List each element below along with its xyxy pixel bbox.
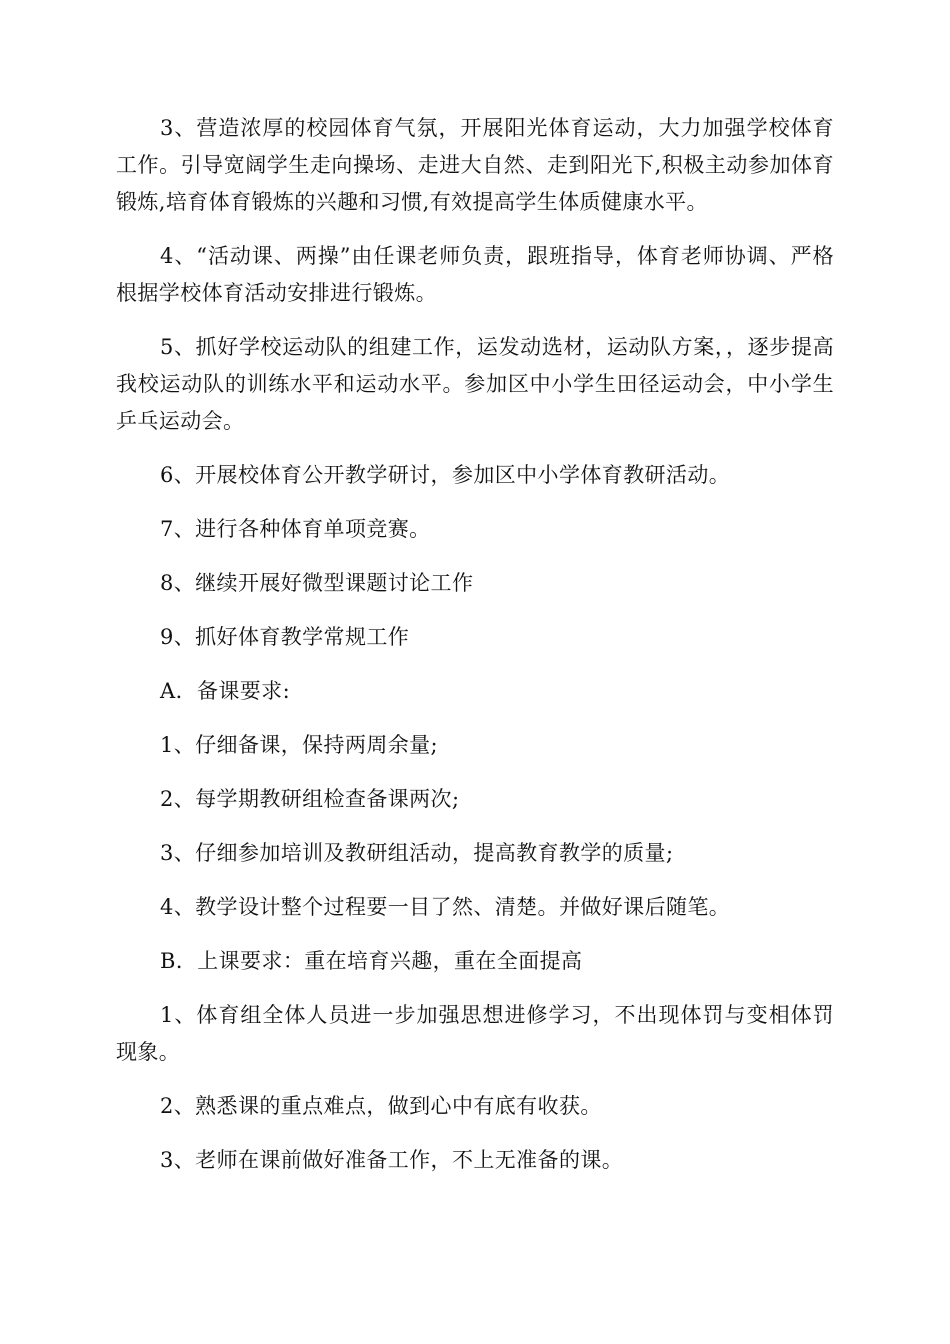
section-heading-a: A．备课要求:: [160, 679, 291, 703]
paragraph-item-8: 8、继续开展好微型课题讨论工作: [160, 571, 474, 595]
list-item-b2: 2、熟悉课的重点难点，做到心中有底有收获。: [160, 1094, 602, 1118]
list-item-b1: 1、体育组全体人员进一步加强思想进修学习，不出现体罚与变相体罚现象。: [116, 1003, 834, 1064]
paragraph-item-4: 4、“活动课、两操”由任课老师负责，跟班指导，体育老师协调、严格根据学校体育活动安排进行锻炼。: [116, 244, 834, 305]
list-item-b3: 3、老师在课前做好准备工作，不上无准备的课。: [160, 1148, 624, 1172]
paragraph-item-9: 9、抓好体育教学常规工作: [160, 625, 410, 649]
section-heading-b: B．上课要求：重在培育兴趣，重在全面提高: [160, 949, 583, 973]
list-item-a2: 2、每学期教研组检查备课两次;: [160, 787, 460, 811]
list-item-a4: 4、教学设计整个过程要一目了然、清楚。并做好课后随笔。: [160, 895, 731, 919]
list-item-a1: 1、仔细备课，保持两周余量;: [160, 733, 439, 757]
document-page: [116, 110, 834, 1196]
paragraph-item-5: 5、抓好学校运动队的组建工作，运发动选材，运动队方案，，逐步提高我校运动队的训练水平和运动水平。参加区中小学生田径运动会，中小学生乒乓运动会。: [116, 335, 834, 433]
paragraph-item-7: 7、进行各种体育单项竞赛。: [160, 517, 431, 541]
paragraph-item-3: 3、营造浓厚的校园体育气氛，开展阳光体育运动，大力加强学校体育工作。引导宽阔学生走向操场、走进大自然、走到阳光下,积极主动参加体育锻炼,培育体育锻炼的兴趣和习惯,有效提高学生体质健康水平。: [116, 116, 834, 214]
list-item-a3: 3、仔细参加培训及教研组活动，提高教育教学的质量;: [160, 841, 674, 865]
paragraph-item-6: 6、开展校体育公开教学研讨，参加区中小学体育教研活动。: [160, 463, 731, 487]
